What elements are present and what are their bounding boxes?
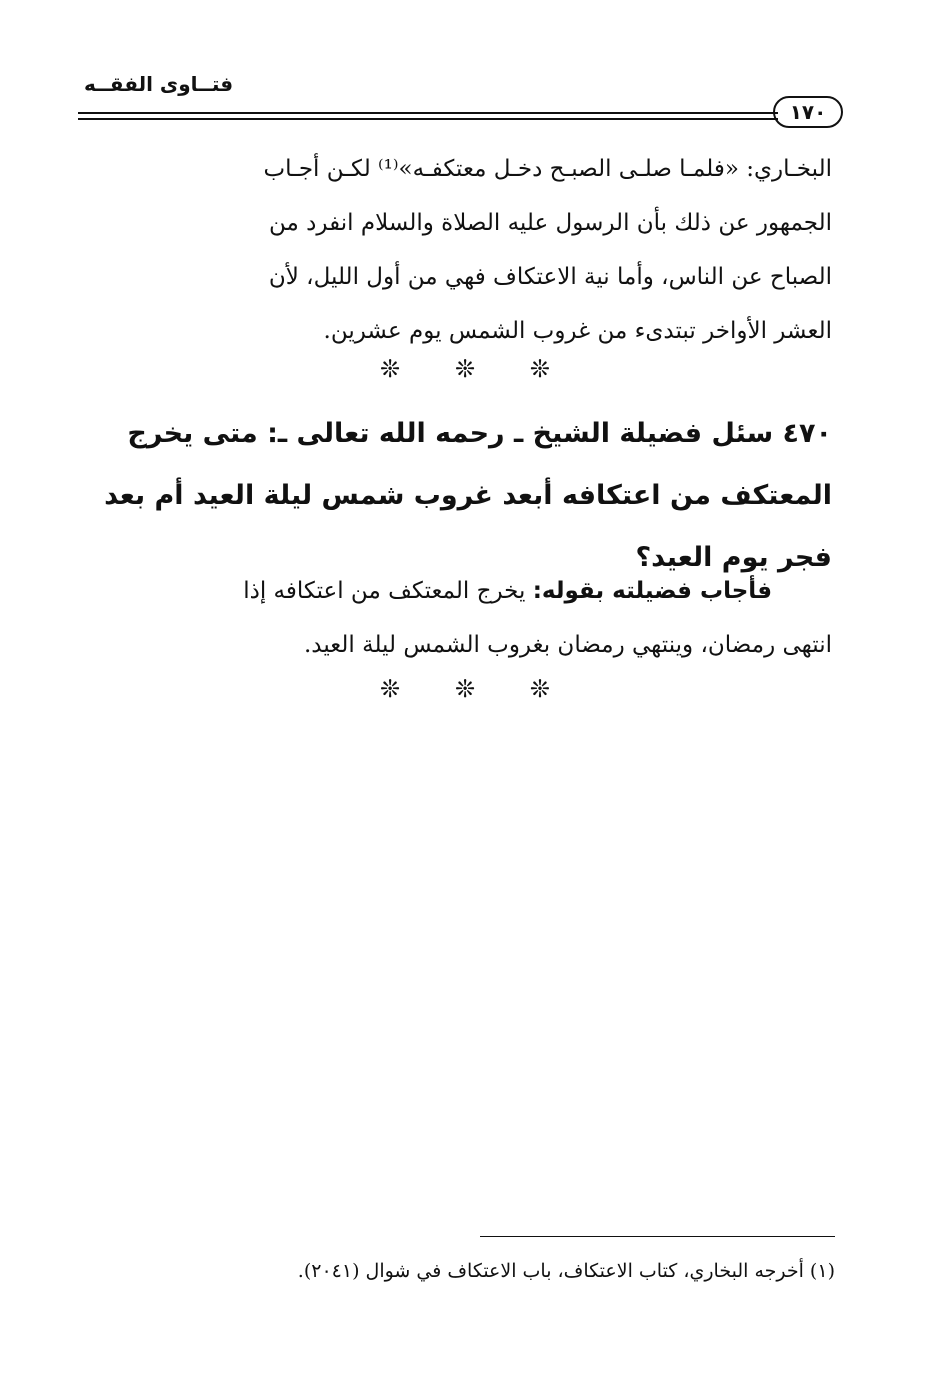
header-rule-bottom [78,118,778,120]
question-line: المعتكف من اعتكافه أبعد غروب شمس ليلة العيد أم بعد [104,480,832,511]
footnote-rule [480,1236,835,1237]
body-paragraph [82,142,832,358]
question-line: فجر يوم العيد؟ [635,542,832,573]
answer-lead: فأجاب فضيلته بقوله: [532,578,772,604]
question-heading [82,403,832,589]
paragraph-line: الصباح عن الناس، وأما نية الاعتكاف فهي من أول الليل، لأن [268,264,832,290]
page-number-badge: ١٧٠ [773,96,843,128]
asterism-icon: ❊ [380,355,401,383]
asterism-icon: ❊ [529,675,550,703]
paragraph-line: العشر الأواخر تبتدىء من غروب الشمس يوم عشرين. [323,318,832,344]
asterism-icon: ❊ [529,355,550,383]
page-header-title: فتــاوى الفقــه [84,72,234,96]
section-separator [380,675,550,703]
asterism-icon: ❊ [380,675,401,703]
asterism-icon: ❊ [454,675,476,703]
section-separator [380,355,550,383]
question-line: ٤٧٠ سئل فضيلة الشيخ ـ رحمه الله تعالى ـ: متى يخرج [127,418,832,449]
answer-text: يخرج المعتكف من اعتكافه إذا [243,578,533,604]
answer-line [82,564,832,618]
paragraph-line: البخـاري: «فلمـا صلـى الصبـح دخـل معتكفـه»⁽¹⁾ لكـن أجـاب [263,156,832,182]
header-rule-top [78,112,778,114]
asterism-icon: ❊ [454,355,476,383]
paragraph-line: الجمهور عن ذلك بأن الرسول عليه الصلاة والسلام انفرد من [269,210,832,236]
answer-paragraph [82,564,832,672]
answer-line: انتهى رمضان، وينتهي رمضان بغروب الشمس ليلة العيد. [303,632,832,658]
footnote: (١) أخرجه البخاري، كتاب الاعتكاف، باب الاعتكاف في شوال (٢٠٤١). [297,1260,835,1282]
